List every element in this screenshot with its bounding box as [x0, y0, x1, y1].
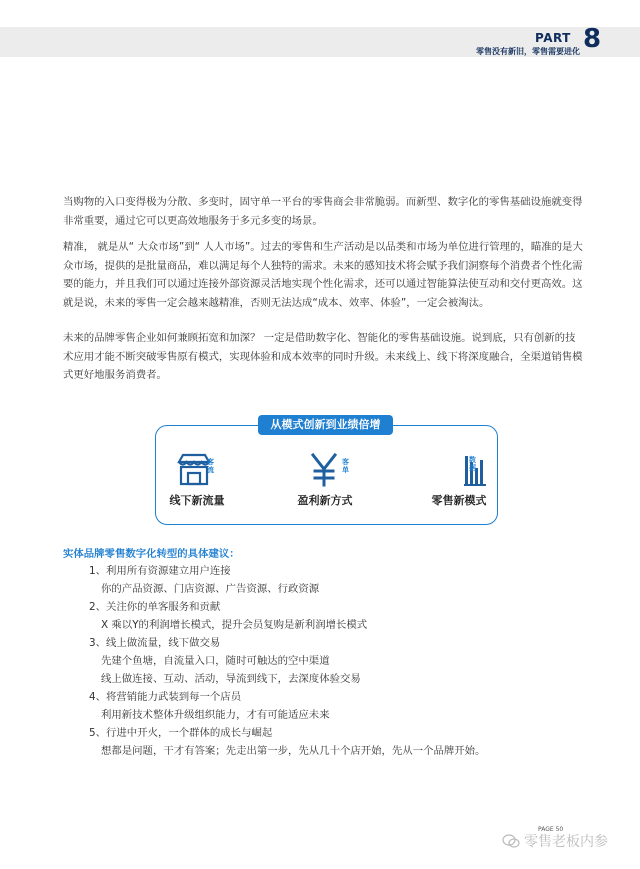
advice-item-5: 5、行进中开火，一个群体的成长与崛起: [89, 727, 273, 739]
advice-item-3-detail-2: 线上做连接、互动、活动，导流到线下，去深度体验交易: [101, 673, 361, 685]
advice-item-4: 4、将营销能力武装到每一个店员: [89, 691, 242, 703]
paragraph-1: 当购物的入口变得极为分散、多变时，固守单一平台的零售商会非常脆弱。而新型、数字化的零售基础设施就变得非常重要，通过它可以更高效地服务于多元多变的场景。: [63, 196, 583, 227]
advice-item-5-detail: 想都是问题，干才有答案；先走出第一步，先从几十个店开始，先从一个品牌开始。: [101, 745, 486, 757]
diagram-item-model: [404, 450, 514, 508]
diagram-label-model: 零售新模式: [431, 494, 487, 507]
watermark-text: 零售老板内参: [524, 834, 608, 850]
advice-item-3: 3、线上做流量，线下做交易: [89, 637, 221, 649]
storefront-icon: [167, 450, 227, 488]
chapter-subtitle: 零售没有新旧，零售需要进化: [476, 47, 580, 56]
diagram-item-traffic: [142, 450, 252, 508]
bar-chart-icon: [429, 450, 489, 488]
wechat-icon: [502, 834, 520, 848]
paragraph-2: 精准， 就是从“ 大众市场”到“ 人人市场”。过去的零售和生产活动是以品类和市场为单位进行管理的，瞄准的是大众市场，提供的是批量商品，难以满足每个人独特的需求。未来的感知技术将会赋予我们洞察每个消费者个性化需要的能力，并且我们可以通过连接外部资源灵活地实现个性化需求，还可以通过智能算法使互动和交付更高效。这就是说，未来的零售一定会越来越精准，否则无法达成“成本、效率、体验”，一定会被淘汰。: [63, 241, 583, 309]
diagram-label-traffic: 线下新流量: [169, 494, 225, 507]
advice-item-1: 1、利用所有资源建立用户连接: [89, 565, 231, 577]
advice-item-2-detail: X 乘以Y的利润增长模式，提升会员复购是新利润增长模式: [101, 619, 368, 631]
part-label: PART: [535, 31, 571, 45]
advice-item-3-detail-1: 先建个鱼塘，自流量入口，随时可触达的空中渠道: [101, 655, 330, 667]
diagram-label-profit: 盈利新方式: [297, 494, 353, 507]
diagram-tag-profit: 客单: [342, 458, 349, 474]
advice-item-2: 2、关注你的单客服务和贡献: [89, 601, 221, 613]
paragraph-3: 未来的品牌零售企业如何兼顾拓宽和加深？ 一定是借助数字化、智能化的零售基础设施。说到底，只有创新的技术应用才能不断突破零售原有模式，实现体验和成本效率的同时升级。未来线上、线下将深度融合，全渠道销售模式更好地服务消费者。: [63, 332, 583, 382]
page-number: PAGE 50: [538, 826, 564, 833]
advice-item-1-detail: 你的产品资源、门店资源、广告资源、行政资源: [101, 583, 320, 595]
advice-item-4-detail: 利用新技术整体升级组织能力，才有可能适应未来: [101, 709, 330, 721]
diagram-tag-model: 数据: [469, 456, 476, 472]
watermark: [502, 831, 608, 851]
part-number: 8: [583, 24, 602, 54]
diagram-tag-traffic: 客流: [207, 458, 214, 474]
diagram-item-profit: [270, 450, 380, 508]
advice-title: 实体品牌零售数字化转型的具体建议：: [63, 548, 240, 560]
diagram-title: 从模式创新到业绩倍增: [258, 415, 393, 435]
